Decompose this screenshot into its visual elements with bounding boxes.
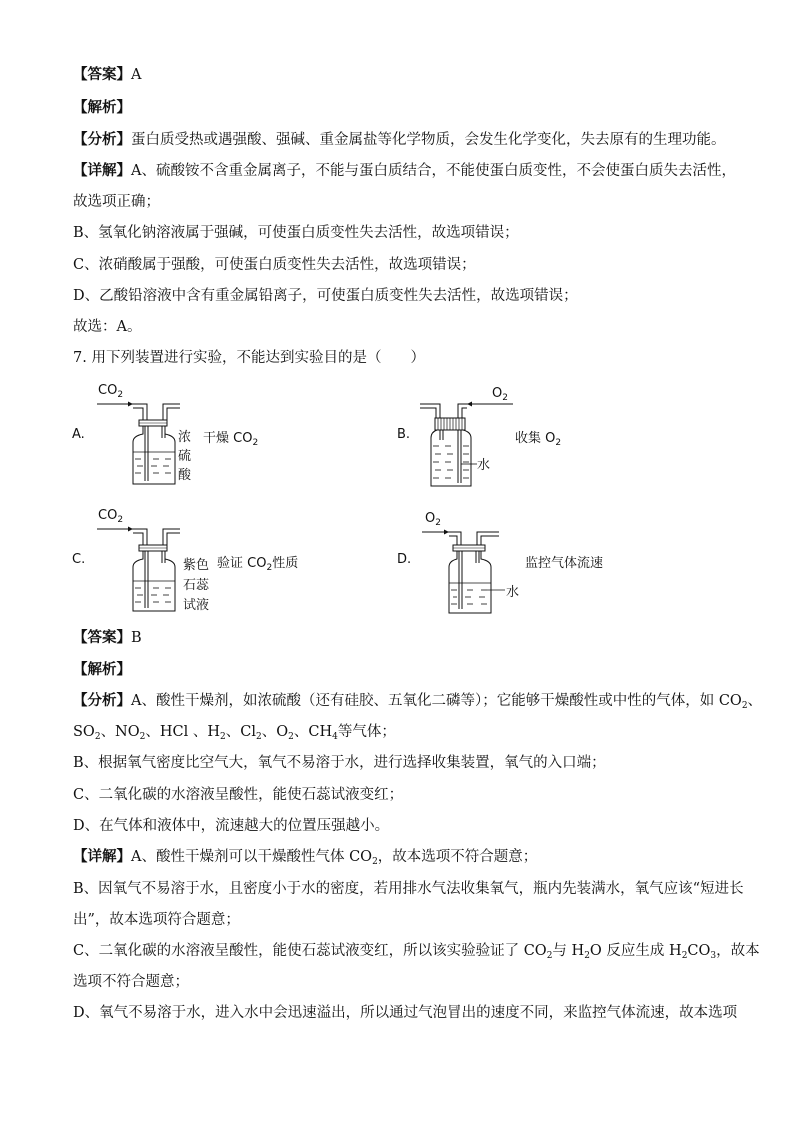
gas-washing-bottle-diagram (395, 380, 515, 495)
text-line: B、因氧气不易溶于水，且密度小于水的密度，若用排水气法收集氧气，瓶内先装满水，氧气应该“短进长 (73, 881, 744, 897)
gas-label: $CO_2$ (98, 508, 124, 525)
figure-caption: 验证 $CO_2$性质 (217, 556, 299, 573)
text-line: 选项不符合题意； (73, 974, 189, 990)
answer-value: A (131, 67, 142, 83)
text-line: B、氢氧化钠溶液属于强碱，可使蛋白质变性失去活性，故选项错误； (73, 225, 519, 241)
text-line: D、乙酸铅溶液中含有重金属铅离子，可使蛋白质变性失去活性，故选项错误； (73, 288, 578, 304)
gas-washing-bottle-diagram (95, 380, 215, 495)
text-line: D、在气体和液体中，流速越大的位置压强越小。 (73, 818, 390, 834)
answer-value: B (131, 630, 142, 646)
answer-line (73, 628, 142, 648)
xiangjie-line: 【详解】A、硫酸铵不含重金属离子，不能与蛋白质结合，不能使蛋白质变性，不会使蛋白质失去活性， (73, 163, 736, 179)
figure-a (70, 380, 370, 495)
figure-caption: 干燥 $CO_2$ (203, 431, 259, 448)
xiangjie-line: 【详解】A、酸性干燥剂可以干燥酸性气体 $CO_2$，故本选项不符合题意； (73, 849, 538, 867)
reagent-label: 紫色 石蕊 试液 (183, 558, 210, 613)
option-letter: A. (72, 427, 85, 442)
text-line: $SO_2$、$NO_2$、HCl 、$H_2$、$Cl_2$、$O_2$、$CH_4$等气体； (73, 724, 396, 742)
gas-label: $O_2$ (425, 511, 441, 528)
figure-caption: 收集 $O_2$ (515, 431, 562, 448)
analysis-heading: 【解析】 (73, 662, 131, 678)
option-letter: C. (72, 552, 86, 567)
fenxi-line: 【分析】A、酸性干燥剂，如浓硫酸（还有硅胶、五氧化二磷等）；它能够干燥酸性或中性的气体，如 $CO_2$、 (73, 693, 763, 711)
question-stem: 7. 用下列装置进行实验，不能达到实验目的是（ ） (73, 350, 425, 366)
text-line: C、浓硝酸属于强酸，可使蛋白质变性失去活性，故选项错误； (73, 257, 476, 273)
option-letter: B. (397, 427, 411, 442)
reagent-label: 浓 硫 酸 (178, 430, 192, 483)
gas-label: $CO_2$ (98, 383, 124, 400)
answer-tag: 【答案】 (73, 630, 131, 646)
answer-tag: 【答案】 (73, 67, 131, 83)
text-line: C、二氧化碳的水溶液呈酸性，能使石蕊试液变红； (73, 787, 404, 803)
figure-caption: 监控气体流速 (525, 556, 604, 571)
xiangjie-tag: 【详解】 (73, 163, 131, 179)
xiangjie-tag: 【详解】 (73, 849, 131, 865)
fenxi-line: 【分析】蛋白质受热或遇强酸、强碱、重金属盐等化学物质，会发生化学变化，失去原有的生理功能。 (73, 132, 726, 148)
text-line: C、二氧化碳的水溶液呈酸性，能使石蕊试液变红，所以该实验验证了 $CO_2$与 $H_2O$ 反应生成 $H_2CO_3$，故本 (73, 943, 760, 961)
fenxi-tag: 【分析】 (73, 132, 131, 148)
figure-d (395, 505, 715, 620)
reagent-label: 水 (506, 585, 520, 600)
answer-line (73, 65, 141, 85)
conclusion-line: 故选：A。 (73, 319, 142, 335)
option-letter: D. (397, 552, 412, 567)
gas-label: $O_2$ (492, 386, 508, 403)
reagent-label: 水 (477, 458, 491, 473)
text-line: B、根据氧气密度比空气大，氧气不易溶于水，进行选择收集装置，氧气的入口端； (73, 755, 606, 771)
figure-c (70, 505, 390, 620)
analysis-heading: 【解析】 (73, 100, 131, 116)
text-line: 故选项正确； (73, 194, 160, 210)
figure-b (395, 380, 695, 495)
text-line: D、氧气不易溶于水，进入水中会迅速溢出，所以通过气泡冒出的速度不同，来监控气体流速，故本选项 (73, 1005, 738, 1021)
fenxi-tag: 【分析】 (73, 693, 131, 709)
gas-washing-bottle-diagram (395, 505, 525, 620)
text-line: 出”，故本选项符合题意； (73, 912, 240, 928)
